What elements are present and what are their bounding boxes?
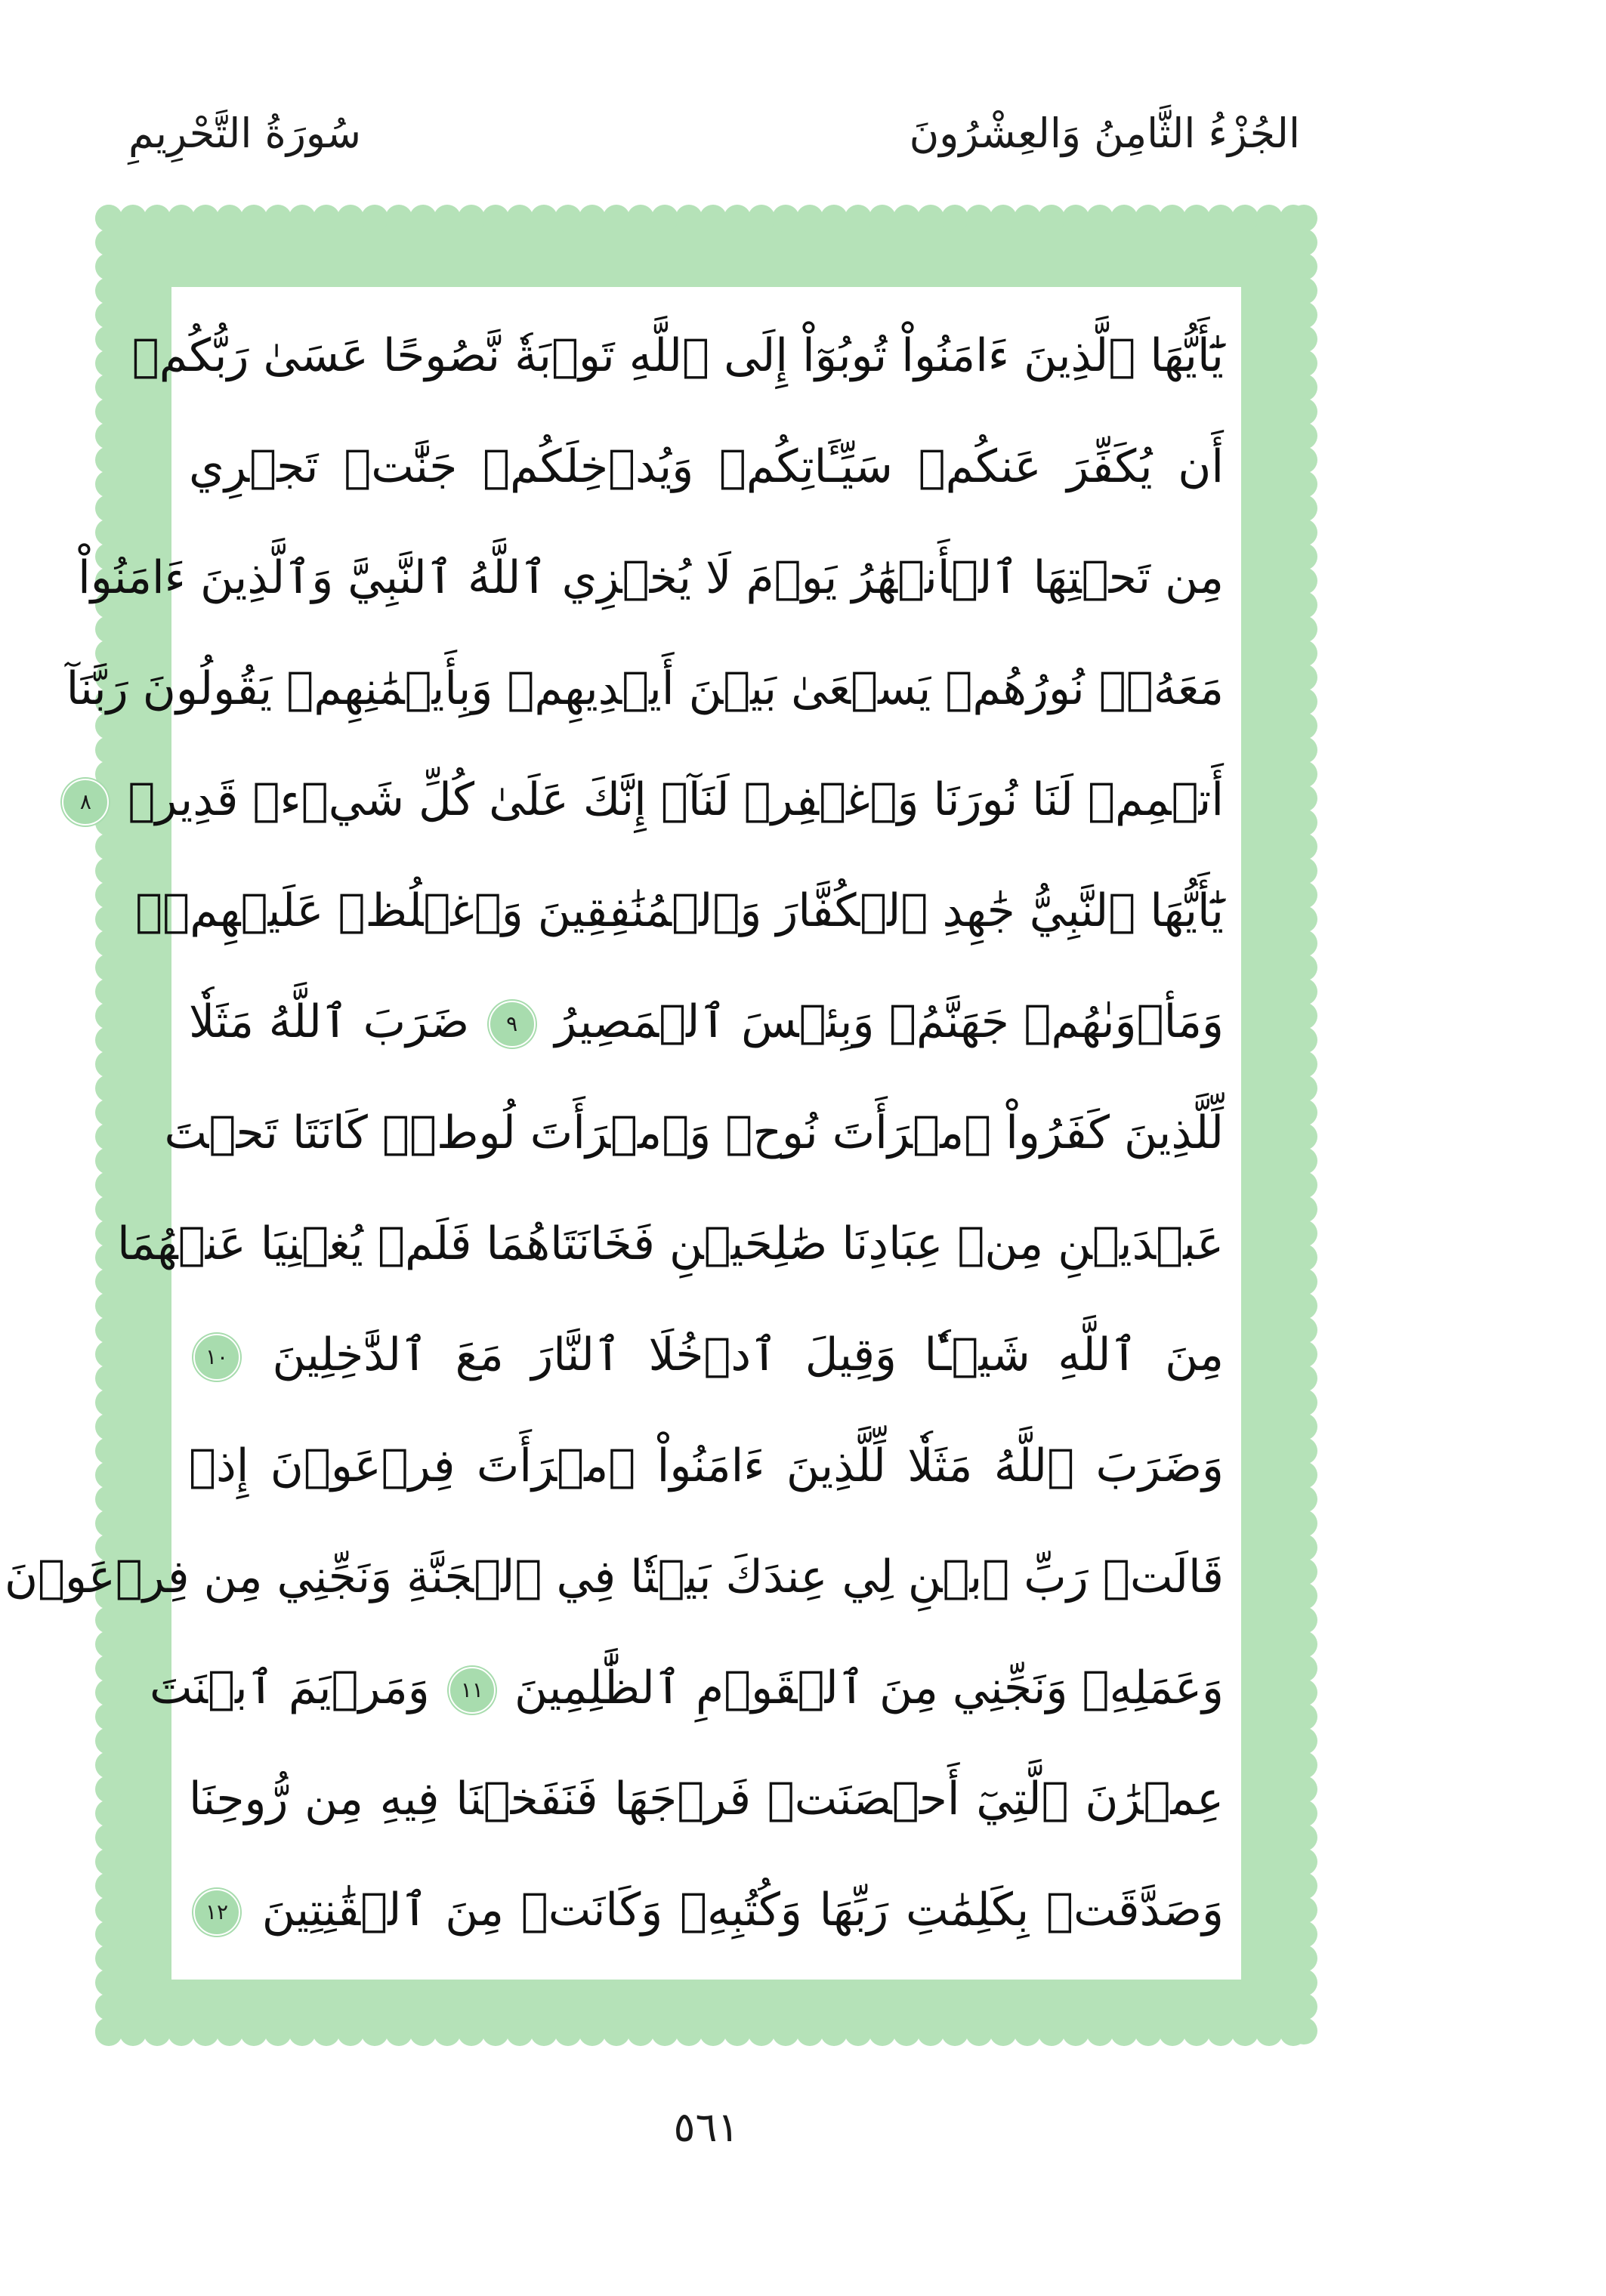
verse-text: مِنَ ٱللَّهِ شَيۡـٔٗا وَقِيلَ ٱدۡخُلَا ٱلنَّارَ مَعَ ٱلدَّٰخِلِينَ xyxy=(272,1329,1224,1381)
page-number: ٥٦١ xyxy=(673,2103,740,2151)
verse-text: عِمۡرَٰنَ ٱلَّتِيٓ أَحۡصَنَتۡ فَرۡجَهَا فَنَفَخۡنَا فِيهِ مِن رُّوحِنَا xyxy=(189,1773,1224,1825)
verse-text: يَٰٓأَيُّهَا ٱلَّذِينَ ءَامَنُواْ تُوبُوٓاْ إِلَى ٱللَّهِ تَوۡبَةٗ نَّصُوحًا عَسَىٰ رَبُّكُمۡ xyxy=(131,329,1224,382)
surah-title: سُورَةُ التَّحْرِيمِ xyxy=(128,110,362,157)
juz-title: الجُزْءُ الثَّامِنُ وَالعِشْرُونَ xyxy=(909,110,1300,157)
verse-text: قَالَتۡ رَبِّ ٱبۡنِ لِي عِندَكَ بَيۡتٗا فِي ٱلۡجَنَّةِ وَنَجِّنِي مِن فِرۡعَوۡنَ xyxy=(4,1551,1224,1603)
verse-text: وَصَدَّقَتۡ بِكَلِمَٰتِ رَبِّهَا وَكُتُبِهِۦ وَكَانَتۡ مِنَ ٱلۡقَٰنِتِينَ xyxy=(261,1884,1224,1936)
verse-line xyxy=(78,523,1224,634)
verse-line xyxy=(189,1411,1224,1522)
verse-line xyxy=(189,1744,1224,1855)
verse-line xyxy=(189,1855,1224,1966)
verse-text: مِن تَحۡتِهَا ٱلۡأَنۡهَٰرُ يَوۡمَ لَا يُخۡزِي ٱللَّهُ ٱلنَّبِيَّ وَٱلَّذِينَ ءَامَنُواْ xyxy=(78,551,1224,604)
ayah-number-marker: ٨ xyxy=(62,779,109,826)
verse-line xyxy=(131,301,1224,412)
verse-text: أَن يُكَفِّرَ عَنكُمۡ سَيِّـَٔاتِكُمۡ وَيُدۡخِلَكُمۡ جَنَّٰتٖ تَجۡرِي xyxy=(189,440,1224,493)
ayah-number-marker: ٩ xyxy=(489,1001,536,1048)
verse-line xyxy=(4,1522,1224,1633)
verse-line xyxy=(189,967,1224,1078)
verse-text: وَضَرَبَ ٱللَّهُ مَثَلٗا لِّلَّذِينَ ءَامَنُواْ ٱمۡرَأَتَ فِرۡعَوۡنَ إِذۡ xyxy=(189,1440,1224,1492)
verse-text: وَمَأۡوَىٰهُمۡ جَهَنَّمُۖ وَبِئۡسَ ٱلۡمَصِيرُ xyxy=(554,995,1224,1048)
verse-line xyxy=(135,856,1224,967)
verse-text: مَعَهُۥۖ نُورُهُمۡ يَسۡعَىٰ بَيۡنَ أَيۡدِيهِمۡ وَبِأَيۡمَٰنِهِمۡ يَقُولُونَ رَبَّنَآ xyxy=(66,662,1224,715)
verse-text: ضَرَبَ ٱللَّهُ مَثَلٗا xyxy=(189,995,470,1048)
verse-line xyxy=(117,1189,1224,1300)
quran-text-block xyxy=(4,301,1224,1966)
verse-text: وَمَرۡيَمَ ٱبۡنَتَ xyxy=(149,1662,430,1714)
verse-text: عَبۡدَيۡنِ مِنۡ عِبَادِنَا صَٰلِحَيۡنِ فَخَانَتَاهُمَا فَلَمۡ يُغۡنِيَا عَنۡهُمَا xyxy=(117,1217,1224,1270)
verse-line xyxy=(149,1633,1224,1744)
verse-text: يَٰٓأَيُّهَا ٱلنَّبِيُّ جَٰهِدِ ٱلۡكُفَّارَ وَٱلۡمُنَٰفِقِينَ وَٱغۡلُظۡ عَلَيۡهِمۡۚ xyxy=(135,884,1224,937)
verse-text: وَعَمَلِهِۦ وَنَجِّنِي مِنَ ٱلۡقَوۡمِ ٱلظَّٰلِمِينَ xyxy=(514,1662,1224,1714)
verse-line xyxy=(189,412,1224,523)
ayah-number-marker: ١٢ xyxy=(193,1889,240,1936)
verse-line xyxy=(66,634,1224,745)
verse-line xyxy=(164,1078,1224,1189)
verse-text: لِّلَّذِينَ كَفَرُواْ ٱمۡرَأَتَ نُوحٖ وَٱمۡرَأَتَ لُوطٖۖ كَانَتَا تَحۡتَ xyxy=(164,1106,1224,1159)
verse-text: أَتۡمِمۡ لَنَا نُورَنَا وَٱغۡفِرۡ لَنَآۖ إِنَّكَ عَلَىٰ كُلِّ شَيۡءٖ قَدِيرٞ xyxy=(128,773,1224,826)
ayah-number-marker: ١١ xyxy=(449,1667,496,1714)
verse-line xyxy=(79,745,1224,856)
verse-line xyxy=(189,1300,1224,1411)
ayah-number-marker: ١٠ xyxy=(193,1334,240,1381)
